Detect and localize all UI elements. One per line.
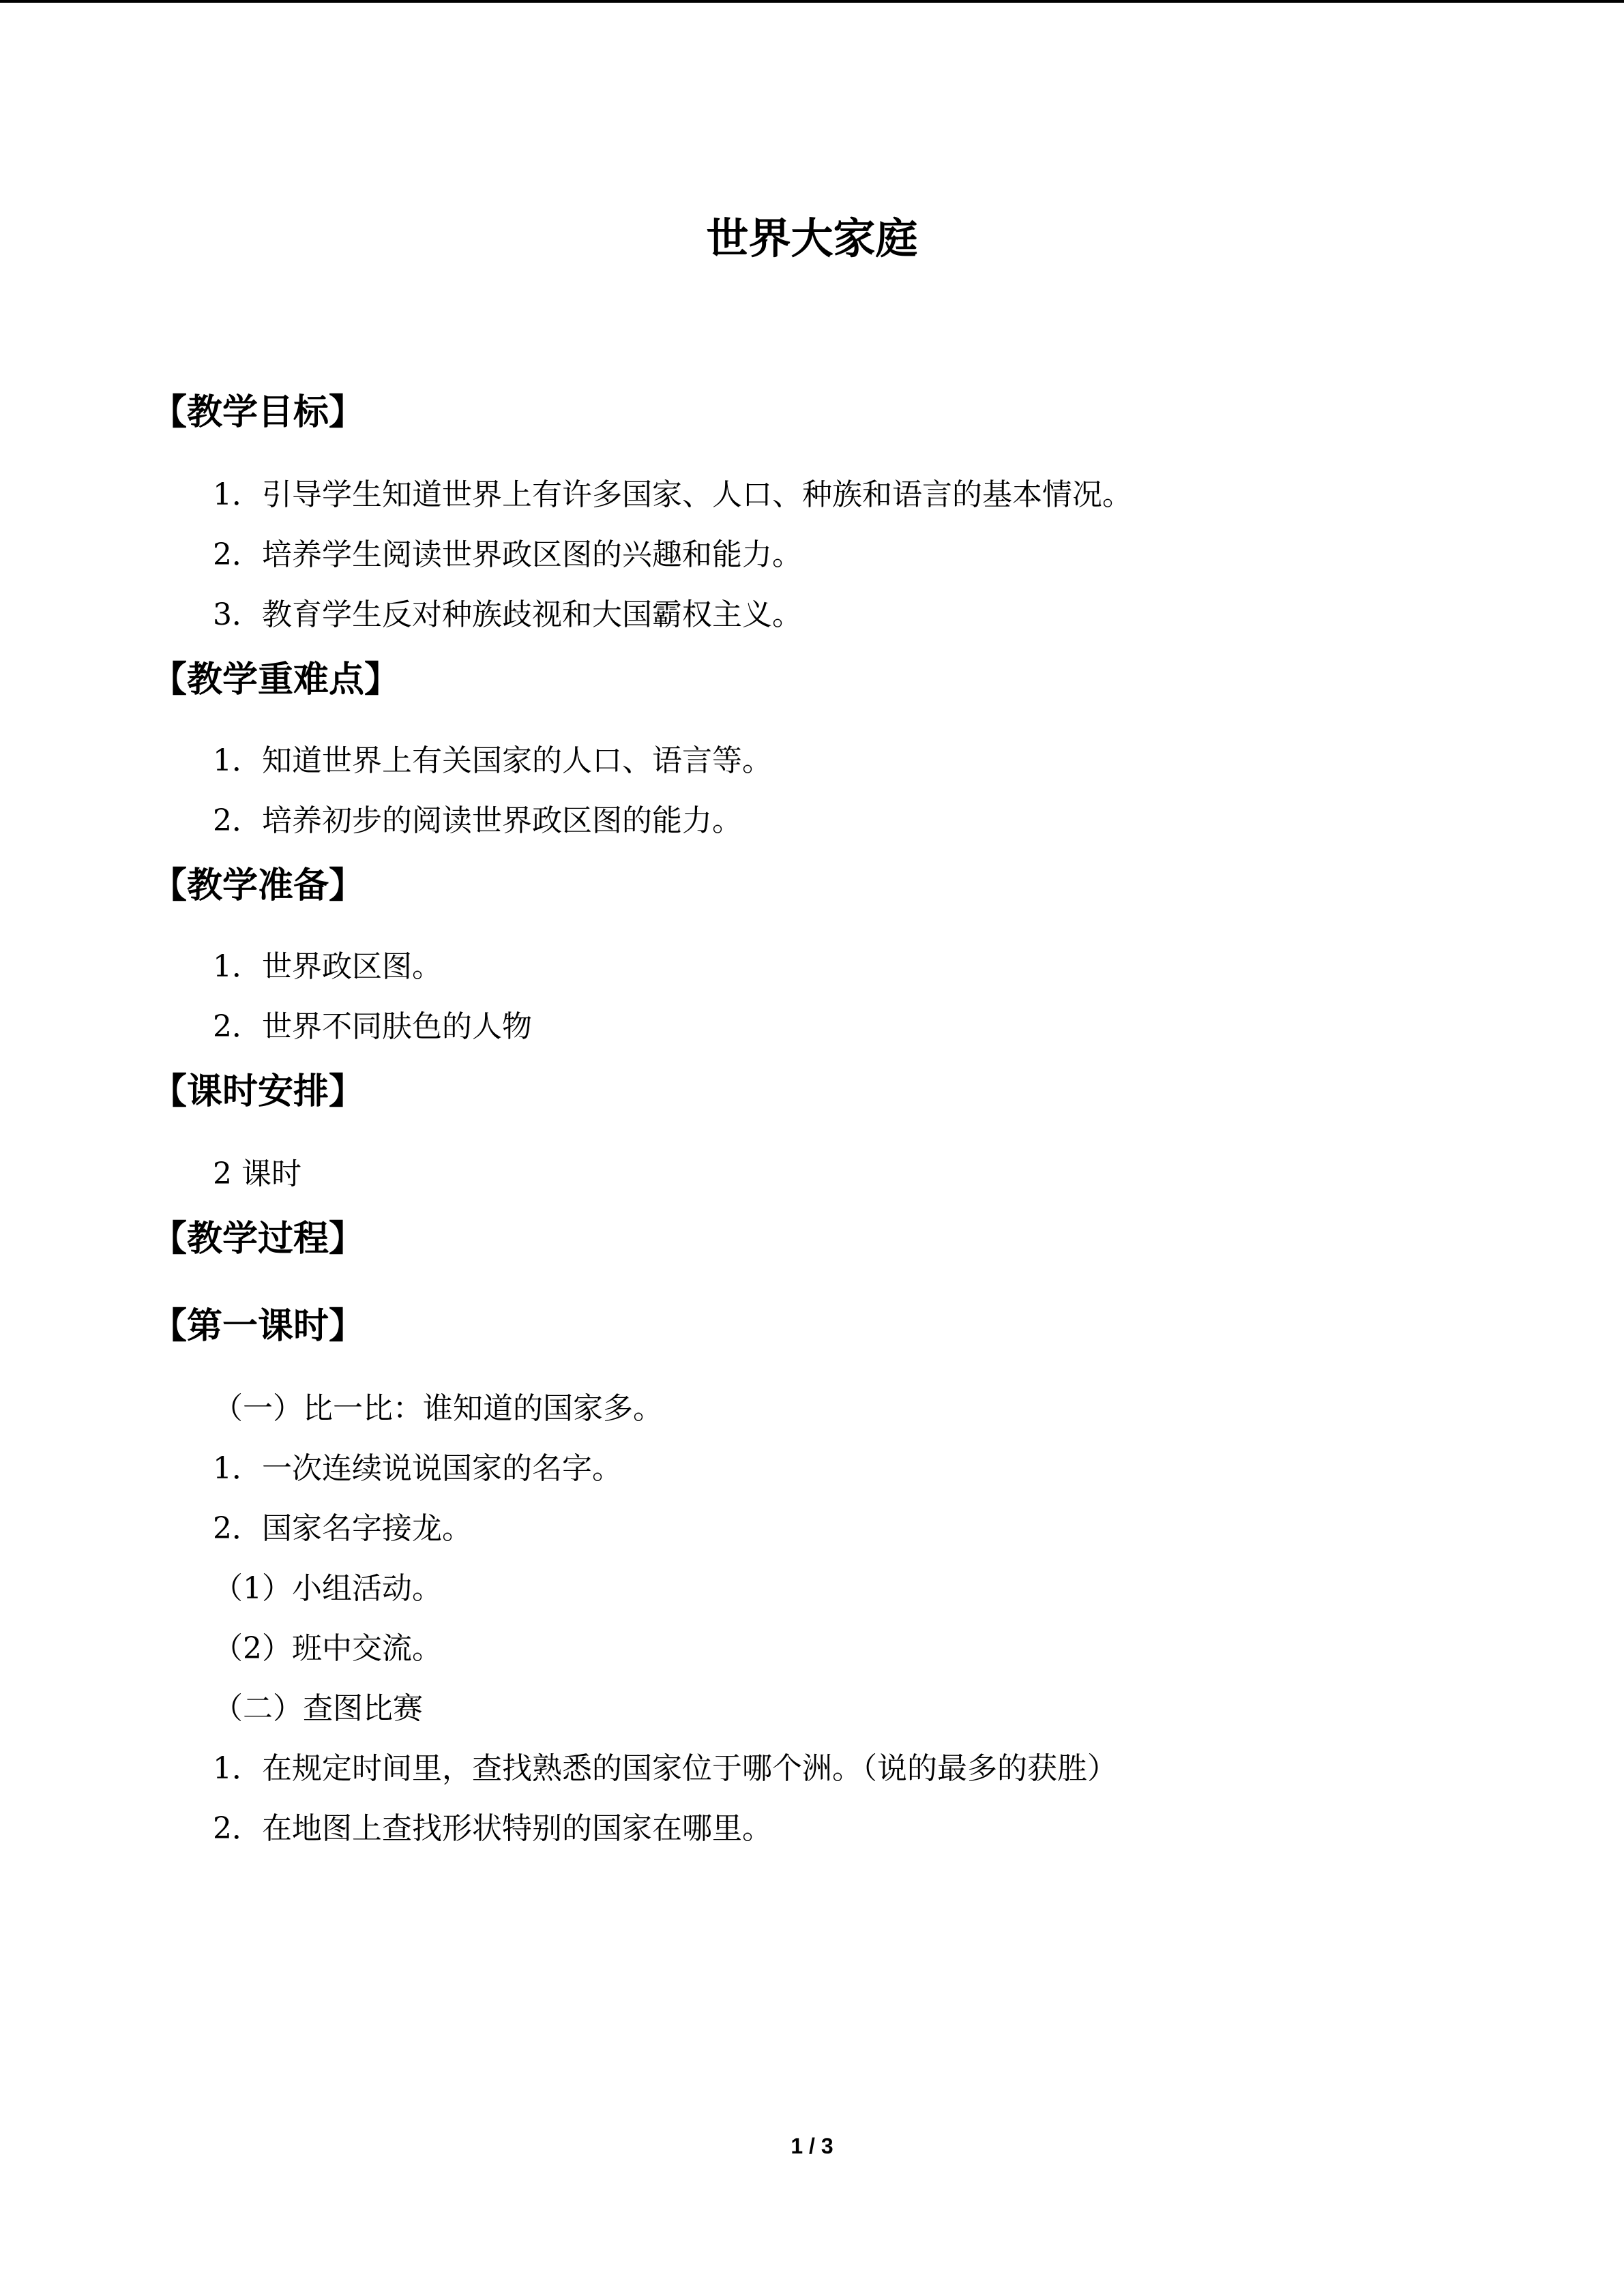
item-number: 2． — [213, 537, 262, 572]
preparation-item-2 — [213, 1007, 532, 1047]
top-rule — [0, 0, 1624, 3]
lesson-line-6: （二）查图比赛 — [213, 1691, 423, 1726]
lesson-line-3: 2．国家名字接龙。 — [213, 1511, 472, 1546]
section-heading-key-points: 【教学重难点】 — [151, 659, 400, 700]
item-number: 1． — [213, 477, 262, 512]
schedule-text: 2 课时 — [213, 1157, 301, 1191]
lesson-line-5: （2）班中交流。 — [213, 1631, 442, 1666]
section-heading-preparation: 【教学准备】 — [151, 865, 365, 906]
item-text: 培养初步的阅读世界政区图的能力。 — [262, 803, 742, 838]
item-number: 1． — [213, 949, 262, 984]
item-text: 培养学生阅读世界政区图的兴趣和能力。 — [262, 537, 802, 572]
lesson-line-8: 2．在地图上查找形状特别的国家在哪里。 — [213, 1811, 772, 1846]
preparation-item-1 — [213, 946, 442, 987]
objective-item-1 — [213, 475, 1132, 516]
objective-item-2 — [213, 535, 802, 576]
item-text: 世界政区图。 — [262, 949, 442, 984]
item-text: 教育学生反对种族歧视和大国霸权主义。 — [262, 597, 802, 632]
item-text: 知道世界上有关国家的人口、语言等。 — [262, 743, 772, 778]
lesson-line-7: 1．在规定时间里，查找熟悉的国家位于哪个洲。（说的最多的获胜） — [213, 1751, 1117, 1786]
item-number: 3． — [213, 597, 262, 632]
section-heading-objectives: 【教学目标】 — [151, 392, 365, 433]
item-number: 2． — [213, 803, 262, 838]
page-indicator: 1 / 3 — [791, 2134, 833, 2158]
item-text: 世界不同肤色的人物 — [262, 1009, 532, 1044]
key-point-item-1 — [213, 741, 772, 781]
lesson-line-1: （一）比一比：谁知道的国家多。 — [213, 1391, 663, 1426]
section-heading-process: 【教学过程】 — [151, 1219, 365, 1259]
lesson-line-2: 1．一次连续说说国家的名字。 — [213, 1451, 622, 1486]
section-heading-schedule: 【课时安排】 — [151, 1071, 365, 1112]
lesson-line-4: （1）小组活动。 — [213, 1571, 442, 1606]
item-text: 引导学生知道世界上有许多国家、人口、种族和语言的基本情况。 — [262, 477, 1132, 512]
key-point-item-2 — [213, 801, 742, 841]
objective-item-3 — [213, 595, 802, 636]
item-number: 2． — [213, 1009, 262, 1044]
document-title: 世界大家庭 — [706, 213, 918, 263]
section-heading-lesson-one: 【第一课时】 — [151, 1306, 365, 1347]
item-number: 1． — [213, 743, 262, 778]
